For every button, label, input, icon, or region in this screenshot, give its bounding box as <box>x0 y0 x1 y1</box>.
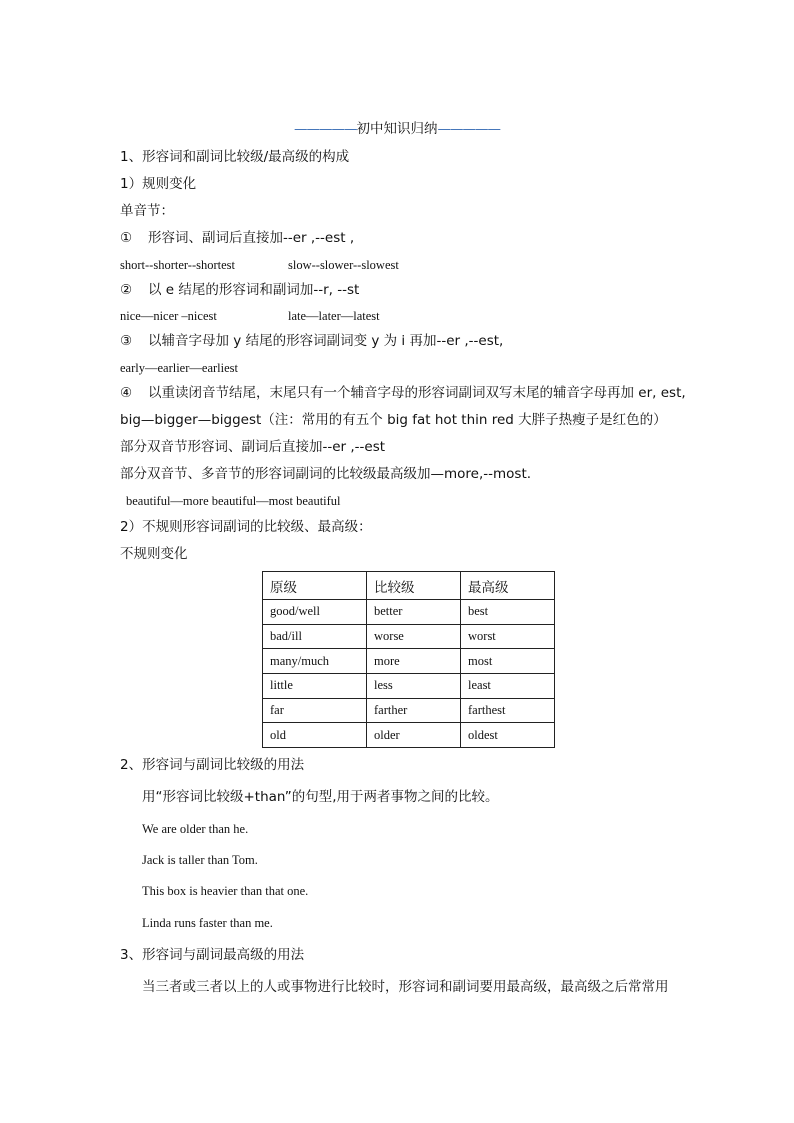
polysyllable-example: beautiful—more beautiful—most beautiful <box>126 494 341 508</box>
table-cell: less <box>367 674 461 699</box>
rule-1 <box>120 229 354 247</box>
table-row <box>263 649 555 674</box>
rule-3 <box>120 332 503 350</box>
table-cell: old <box>263 723 367 748</box>
section2-example-2: Jack is taller than Tom. <box>142 853 258 867</box>
table-cell: oldest <box>461 723 555 748</box>
table-cell: little <box>263 674 367 699</box>
monosyllable-label: 单音节： <box>120 203 174 219</box>
rule-4-text: 以重读闭音节结尾，末尾只有一个辅音字母的形容词副词双写末尾的辅音字母再加 er, est, <box>148 385 686 401</box>
document-title <box>0 120 794 138</box>
section2-example-3: This box is heavier than that one. <box>142 884 309 898</box>
section2-example-4: Linda runs faster than me. <box>142 916 273 930</box>
table-cell: farthest <box>461 698 555 723</box>
table-row <box>263 674 555 699</box>
section3-intro: 当三者或三者以上的人或事物进行比较时，形容词和副词要用最高级，最高级之后常常用 <box>142 979 669 995</box>
table-cell: worse <box>367 624 461 649</box>
table-cell: better <box>367 600 461 625</box>
rule-4-marker: ④ <box>120 385 133 401</box>
rule-4-example: big—bigger—biggest（注：常用的有五个 big fat hot thin red 大胖子热瘦子是红色的） <box>120 412 667 428</box>
rule-2-marker: ② <box>120 282 133 298</box>
disyllable-rule: 部分双音节形容词、副词后直接加--er ,--est <box>120 439 386 455</box>
rule-2-examples <box>120 307 380 325</box>
title-text: 初中知识归纳 <box>356 121 438 137</box>
rule-2-text: 以 e 结尾的形容词和副词加--r, --st <box>148 282 360 298</box>
table-header-cell: 比较级 <box>367 572 461 600</box>
polysyllable-rule: 部分双音节、多音节的形容词副词的比较级最高级加—more,--most. <box>120 466 532 482</box>
section2-heading: 2、形容词与副词比较级的用法 <box>120 757 305 773</box>
table-row <box>263 600 555 625</box>
rule-2-example-2: late—later—latest <box>288 309 380 323</box>
section3-heading: 3、形容词与副词最高级的用法 <box>120 947 305 963</box>
rule-2-example-1: nice—nicer –nicest <box>120 309 217 323</box>
title-left-dash: ————— <box>294 121 357 137</box>
rule-4 <box>120 384 686 402</box>
rule-3-marker: ③ <box>120 333 133 349</box>
table-cell: older <box>367 723 461 748</box>
table-cell: many/much <box>263 649 367 674</box>
table-header-row <box>263 572 555 600</box>
irregular-table <box>262 571 555 748</box>
table-row <box>263 723 555 748</box>
table-cell: best <box>461 600 555 625</box>
table-header-cell: 原级 <box>263 572 367 600</box>
rule-1-text: 形容词、副词后直接加--er ,--est , <box>148 230 355 246</box>
title-right-dash: ————— <box>437 121 500 137</box>
irregular-heading: 2）不规则形容词副词的比较级、最高级： <box>120 519 372 535</box>
table-cell: most <box>461 649 555 674</box>
table-header-cell: 最高级 <box>461 572 555 600</box>
table-cell: least <box>461 674 555 699</box>
section1-heading: 1、形容词和副词比较级/最高级的构成 <box>120 149 350 165</box>
rule-2 <box>120 281 359 299</box>
rule-1-example-2: slow--slower--slowest <box>288 258 399 272</box>
table-cell: farther <box>367 698 461 723</box>
rule-3-text: 以辅音字母加 y 结尾的形容词副词变 y 为 i 再加--er ,--est, <box>148 333 504 349</box>
rule-3-example: early—earlier—earliest <box>120 361 238 375</box>
table-cell: far <box>263 698 367 723</box>
table-cell: good/well <box>263 600 367 625</box>
table-cell: more <box>367 649 461 674</box>
regular-heading: 1）规则变化 <box>120 176 197 192</box>
rule-1-examples <box>120 256 399 274</box>
rule-1-example-1: short--shorter--shortest <box>120 258 235 272</box>
table-row <box>263 624 555 649</box>
table-row <box>263 698 555 723</box>
rule-1-marker: ① <box>120 230 133 246</box>
section2-example-1: We are older than he. <box>142 822 249 836</box>
irregular-label: 不规则变化 <box>120 546 188 562</box>
table-cell: bad/ill <box>263 624 367 649</box>
section2-intro: 用“形容词比较级+than”的句型,用于两者事物之间的比较。 <box>142 789 499 805</box>
table-cell: worst <box>461 624 555 649</box>
